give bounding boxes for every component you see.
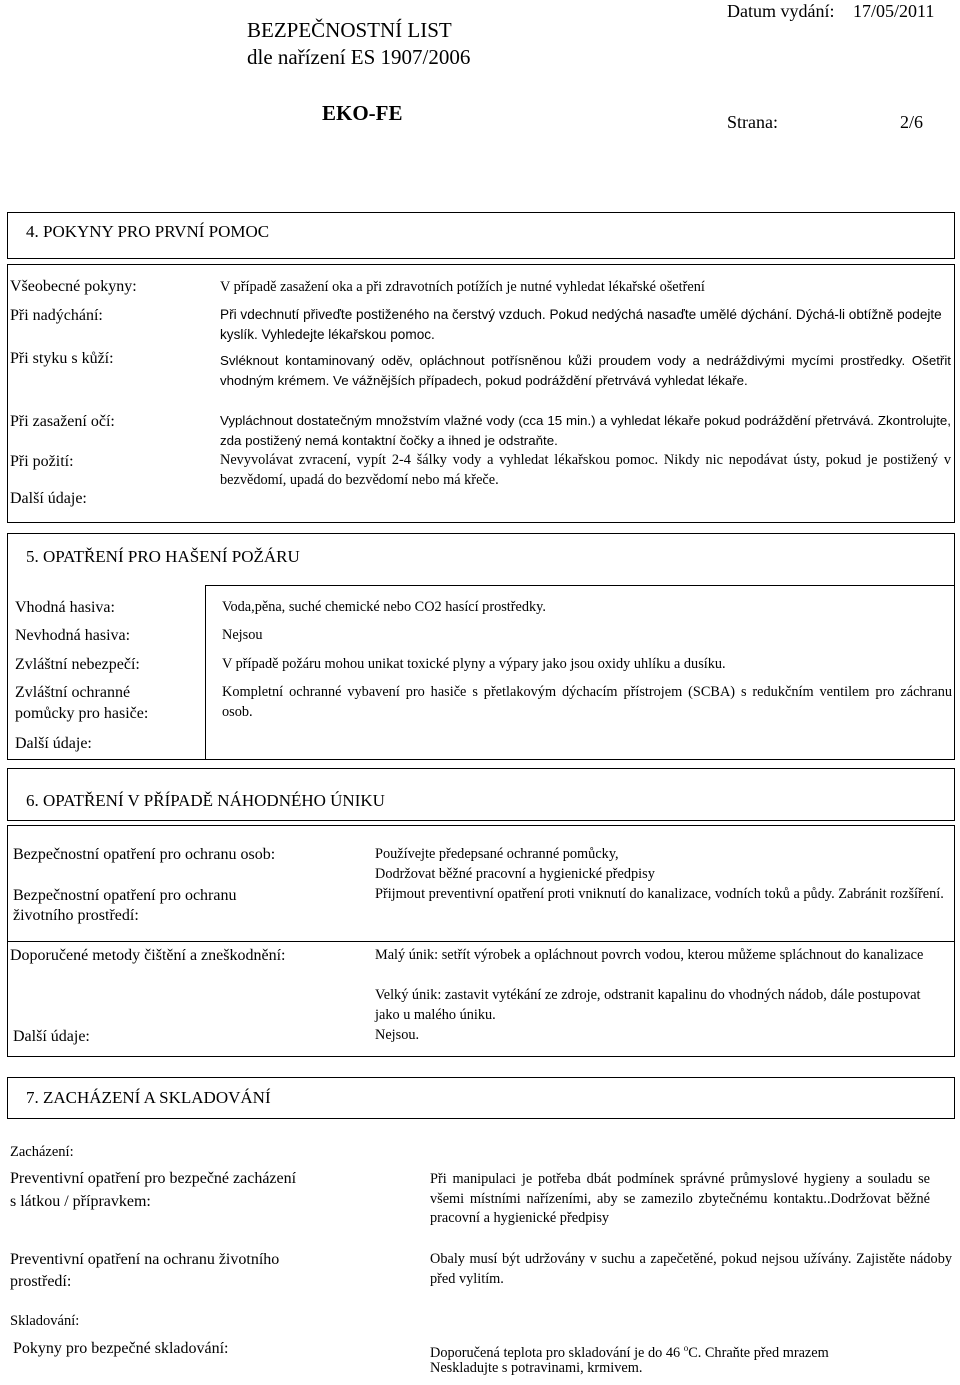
page-label: Strana: — [727, 112, 778, 132]
regulation-line: dle nařízení ES 1907/2006 — [247, 45, 471, 69]
text-equipment: Kompletní ochranné vybavení pro hasiče s přetlakovým dýchacím přístrojem (SCBA) s redukčním ventilem pro záchranu osob. — [222, 684, 952, 720]
section-6-title: 6. OPATŘENÍ V PŘÍPADĚ NÁHODNÉHO ÚNIKU — [26, 791, 385, 810]
label-storage: Skladování: — [10, 1313, 80, 1329]
label-personal: Bezpečnostní opatření pro ochranu osob: — [13, 846, 276, 863]
section-4-title: 4. POKYNY PRO PRVNÍ POMOC — [26, 222, 270, 241]
label-storage-instructions: Pokyny pro bezpečné skladování: — [13, 1340, 229, 1357]
label-safe-handling-2: s látkou / přípravkem: — [10, 1193, 151, 1210]
text-skin: Svléknout kontaminovaný oděv, opláchnout potřísněnou kůži proudem vody a nedráždivými mycími prostředky. Ošetřit vhodným krémem. Ve vážnějších případech, pokud podráždění přetrvává vyhledat lékaře. — [220, 353, 951, 388]
label-equipment-1: Zvláštní ochranné — [15, 684, 131, 701]
text-personal-2: Dodržovat běžné pracovní a hygienické předpisy — [375, 866, 655, 882]
text-other-6: Nejsou. — [375, 1027, 420, 1043]
text-small-spill: Malý únik: setřít výrobek a opláchnout povrch vodou, kterou můžeme spláchnout do kanalizace — [375, 947, 924, 963]
label-other: Další údaje: — [10, 490, 87, 507]
label-handling: Zacházení: — [10, 1144, 74, 1160]
label-cleanup: Doporučené metody čištění a zneškodnění: — [10, 947, 286, 964]
label-unsuitable: Nevhodná hasiva: — [15, 627, 131, 644]
text-general: V případě zasažení oka a při zdravotních potížích je nutné vyhledat lékařské ošetření — [220, 279, 705, 295]
text-personal-1: Používejte předepsané ochranné pomůcky, — [375, 846, 619, 862]
product-name: EKO-FE — [322, 101, 403, 125]
issue-date-label: Datum vydání: — [727, 1, 835, 21]
label-ingestion: Při požití: — [10, 453, 74, 470]
text-storage-2: Neskladujte s potravinami, krmivem. — [430, 1360, 643, 1376]
label-suitable: Vhodná hasiva: — [15, 599, 115, 616]
label-hazard: Zvláštní nebezpečí: — [15, 656, 140, 673]
text-storage-1: Doporučená teplota pro skladování je do 46 $^o$C. Chraňte před mrazem — [430, 1343, 829, 1361]
label-other-5: Další údaje: — [15, 735, 92, 752]
page-number: 2/6 — [900, 112, 924, 132]
label-env-1: Bezpečnostní opatření pro ochranu — [13, 887, 237, 904]
text-large-spill: Velký únik: zastavit vytékání ze zdroje, odstranit kapalinu do vhodných nádob, dále postupovat jako u malého úniku. — [375, 987, 921, 1023]
text-env-protection: Obaly musí být udržovány v suchu a zapečetěné, pokud nejsou užívány. Zajistěte nádoby před vylitím. — [430, 1251, 952, 1287]
label-inhalation: Při nadýchání: — [10, 307, 103, 324]
text-eyes: Vypláchnout dostatečným množstvím vlažné vody (cca 15 min.) a vyhledat lékaře pokud podráždění přetrvává. Zkontrolujte, zda postižený nemá kontaktní čočky a ihned je odstraňte. — [220, 413, 951, 448]
label-other-6: Další údaje: — [13, 1028, 90, 1045]
label-general: Všeobecné pokyny: — [10, 278, 137, 295]
label-equipment-2: pomůcky pro hasiče: — [15, 705, 149, 722]
text-hazard: V případě požáru mohou unikat toxické plyny a výpary jako jsou oxidy uhlíku a dusíku. — [222, 656, 726, 672]
label-env-protection-1: Preventivní opatření na ochranu životního — [10, 1251, 280, 1268]
text-suitable: Voda,pěna, suché chemické nebo CO2 hasící prostředky. — [222, 599, 546, 615]
text-inhalation: Při vdechnutí přiveďte postiženého na čerstvý vzduch. Pokud nedýchá nasaďte umělé dýchání. Dýchá-li obtížně podejte kyslík. Vyhledejte lékařskou pomoc. — [220, 307, 942, 342]
section-7-title: 7. ZACHÁZENÍ A SKLADOVÁNÍ — [26, 1088, 271, 1107]
label-eyes: Při zasažení očí: — [10, 413, 115, 430]
document-title: BEZPEČNOSTNÍ LIST — [247, 18, 452, 42]
label-env-2: životního prostředí: — [13, 907, 139, 924]
issue-date-value: 17/05/2011 — [853, 1, 935, 21]
text-safe-handling: Při manipulaci je potřeba dbát podmínek správné průmyslové hygieny a souladu se všemi místními nařízeními, aby se zamezilo zbytečnému kontaktu..Dodržovat běžné pracovní a hygienické předpisy — [430, 1171, 930, 1226]
label-env-protection-2: prostředí: — [10, 1273, 72, 1290]
section-6-divider — [7, 941, 955, 942]
text-unsuitable: Nejsou — [222, 627, 263, 643]
text-ingestion: Nevyvolávat zvracení, vypít 2-4 šálky vody a vyhledat lékařskou pomoc. Nikdy nic nepodávat ústy, pokud je postižený v bezvědomí, upadá do bezvědomí nebo má křeče. — [220, 452, 951, 488]
label-skin: Při styku s kůží: — [10, 350, 114, 367]
text-env: Přijmout preventivní opatření proti vniknutí do kanalizace, vodních toků a půdy. Zabránit rozšíření. — [375, 886, 944, 902]
label-safe-handling-1: Preventivní opatření pro bezpečné zacházení — [10, 1170, 297, 1187]
section-5-title: 5. OPATŘENÍ PRO HAŠENÍ POŽÁRU — [26, 547, 300, 566]
